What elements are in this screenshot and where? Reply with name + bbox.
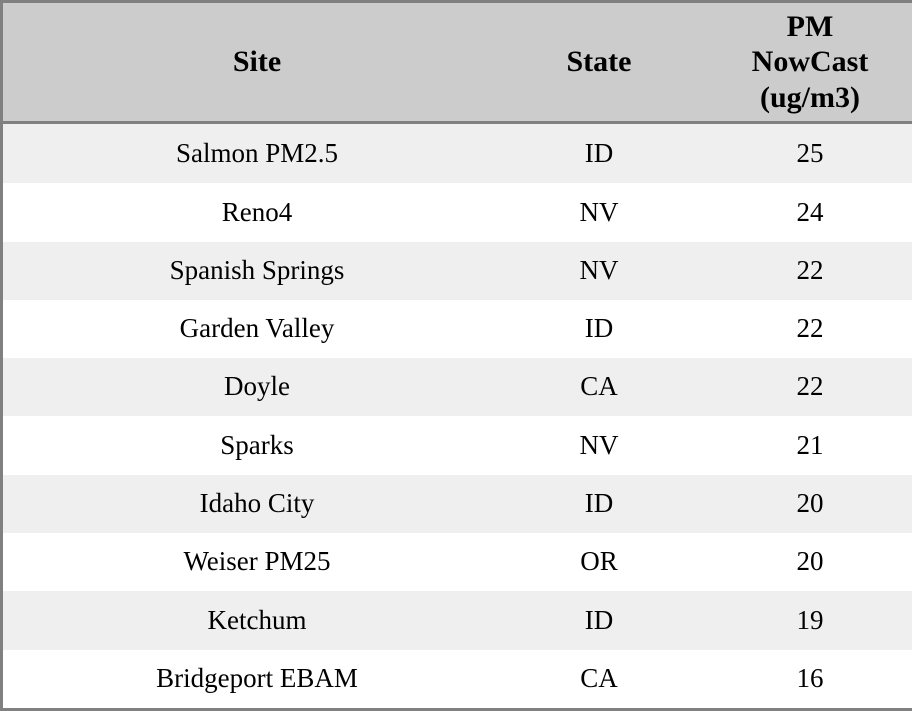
cell-value: 20 xyxy=(687,475,912,533)
column-header-state: State xyxy=(511,3,687,123)
cell-state: NV xyxy=(511,183,687,241)
table-row xyxy=(3,358,912,416)
cell-site: Spanish Springs xyxy=(3,242,511,300)
cell-site: Ketchum xyxy=(3,591,511,649)
table-body xyxy=(3,123,912,708)
column-header-pm-nowcast xyxy=(687,3,912,123)
cell-state: ID xyxy=(511,300,687,358)
column-header-site: Site xyxy=(3,3,511,123)
table-row xyxy=(3,650,912,708)
cell-state: OR xyxy=(511,533,687,591)
table-row xyxy=(3,123,912,184)
cell-state: NV xyxy=(511,242,687,300)
table-row xyxy=(3,183,912,241)
cell-state: NV xyxy=(511,416,687,474)
table-row xyxy=(3,591,912,649)
cell-state: ID xyxy=(511,123,687,184)
column-header-pm-nowcast-line1: PM xyxy=(786,10,834,43)
cell-site: Garden Valley xyxy=(3,300,511,358)
table-row xyxy=(3,242,912,300)
cell-state: CA xyxy=(511,358,687,416)
cell-value: 16 xyxy=(687,650,912,708)
cell-site: Reno4 xyxy=(3,183,511,241)
table-row xyxy=(3,533,912,591)
cell-site: Salmon PM2.5 xyxy=(3,123,511,184)
table-row xyxy=(3,300,912,358)
cell-value: 22 xyxy=(687,300,912,358)
table-row xyxy=(3,475,912,533)
table-row xyxy=(3,416,912,474)
cell-value: 24 xyxy=(687,183,912,241)
air-quality-table xyxy=(3,3,912,708)
cell-value: 22 xyxy=(687,242,912,300)
table-header xyxy=(3,3,912,123)
column-header-pm-nowcast-line3: (ug/m3) xyxy=(760,80,860,114)
cell-value: 22 xyxy=(687,358,912,416)
cell-site: Bridgeport EBAM xyxy=(3,650,511,708)
cell-value: 20 xyxy=(687,533,912,591)
cell-state: ID xyxy=(511,591,687,649)
cell-site: Idaho City xyxy=(3,475,511,533)
cell-value: 19 xyxy=(687,591,912,649)
table-header-row xyxy=(3,3,912,123)
cell-site: Weiser PM25 xyxy=(3,533,511,591)
cell-value: 21 xyxy=(687,416,912,474)
column-header-pm-nowcast-line2: NowCast xyxy=(751,45,869,79)
cell-value: 25 xyxy=(687,123,912,184)
cell-state: ID xyxy=(511,475,687,533)
cell-state: CA xyxy=(511,650,687,708)
cell-site: Doyle xyxy=(3,358,511,416)
cell-site: Sparks xyxy=(3,416,511,474)
